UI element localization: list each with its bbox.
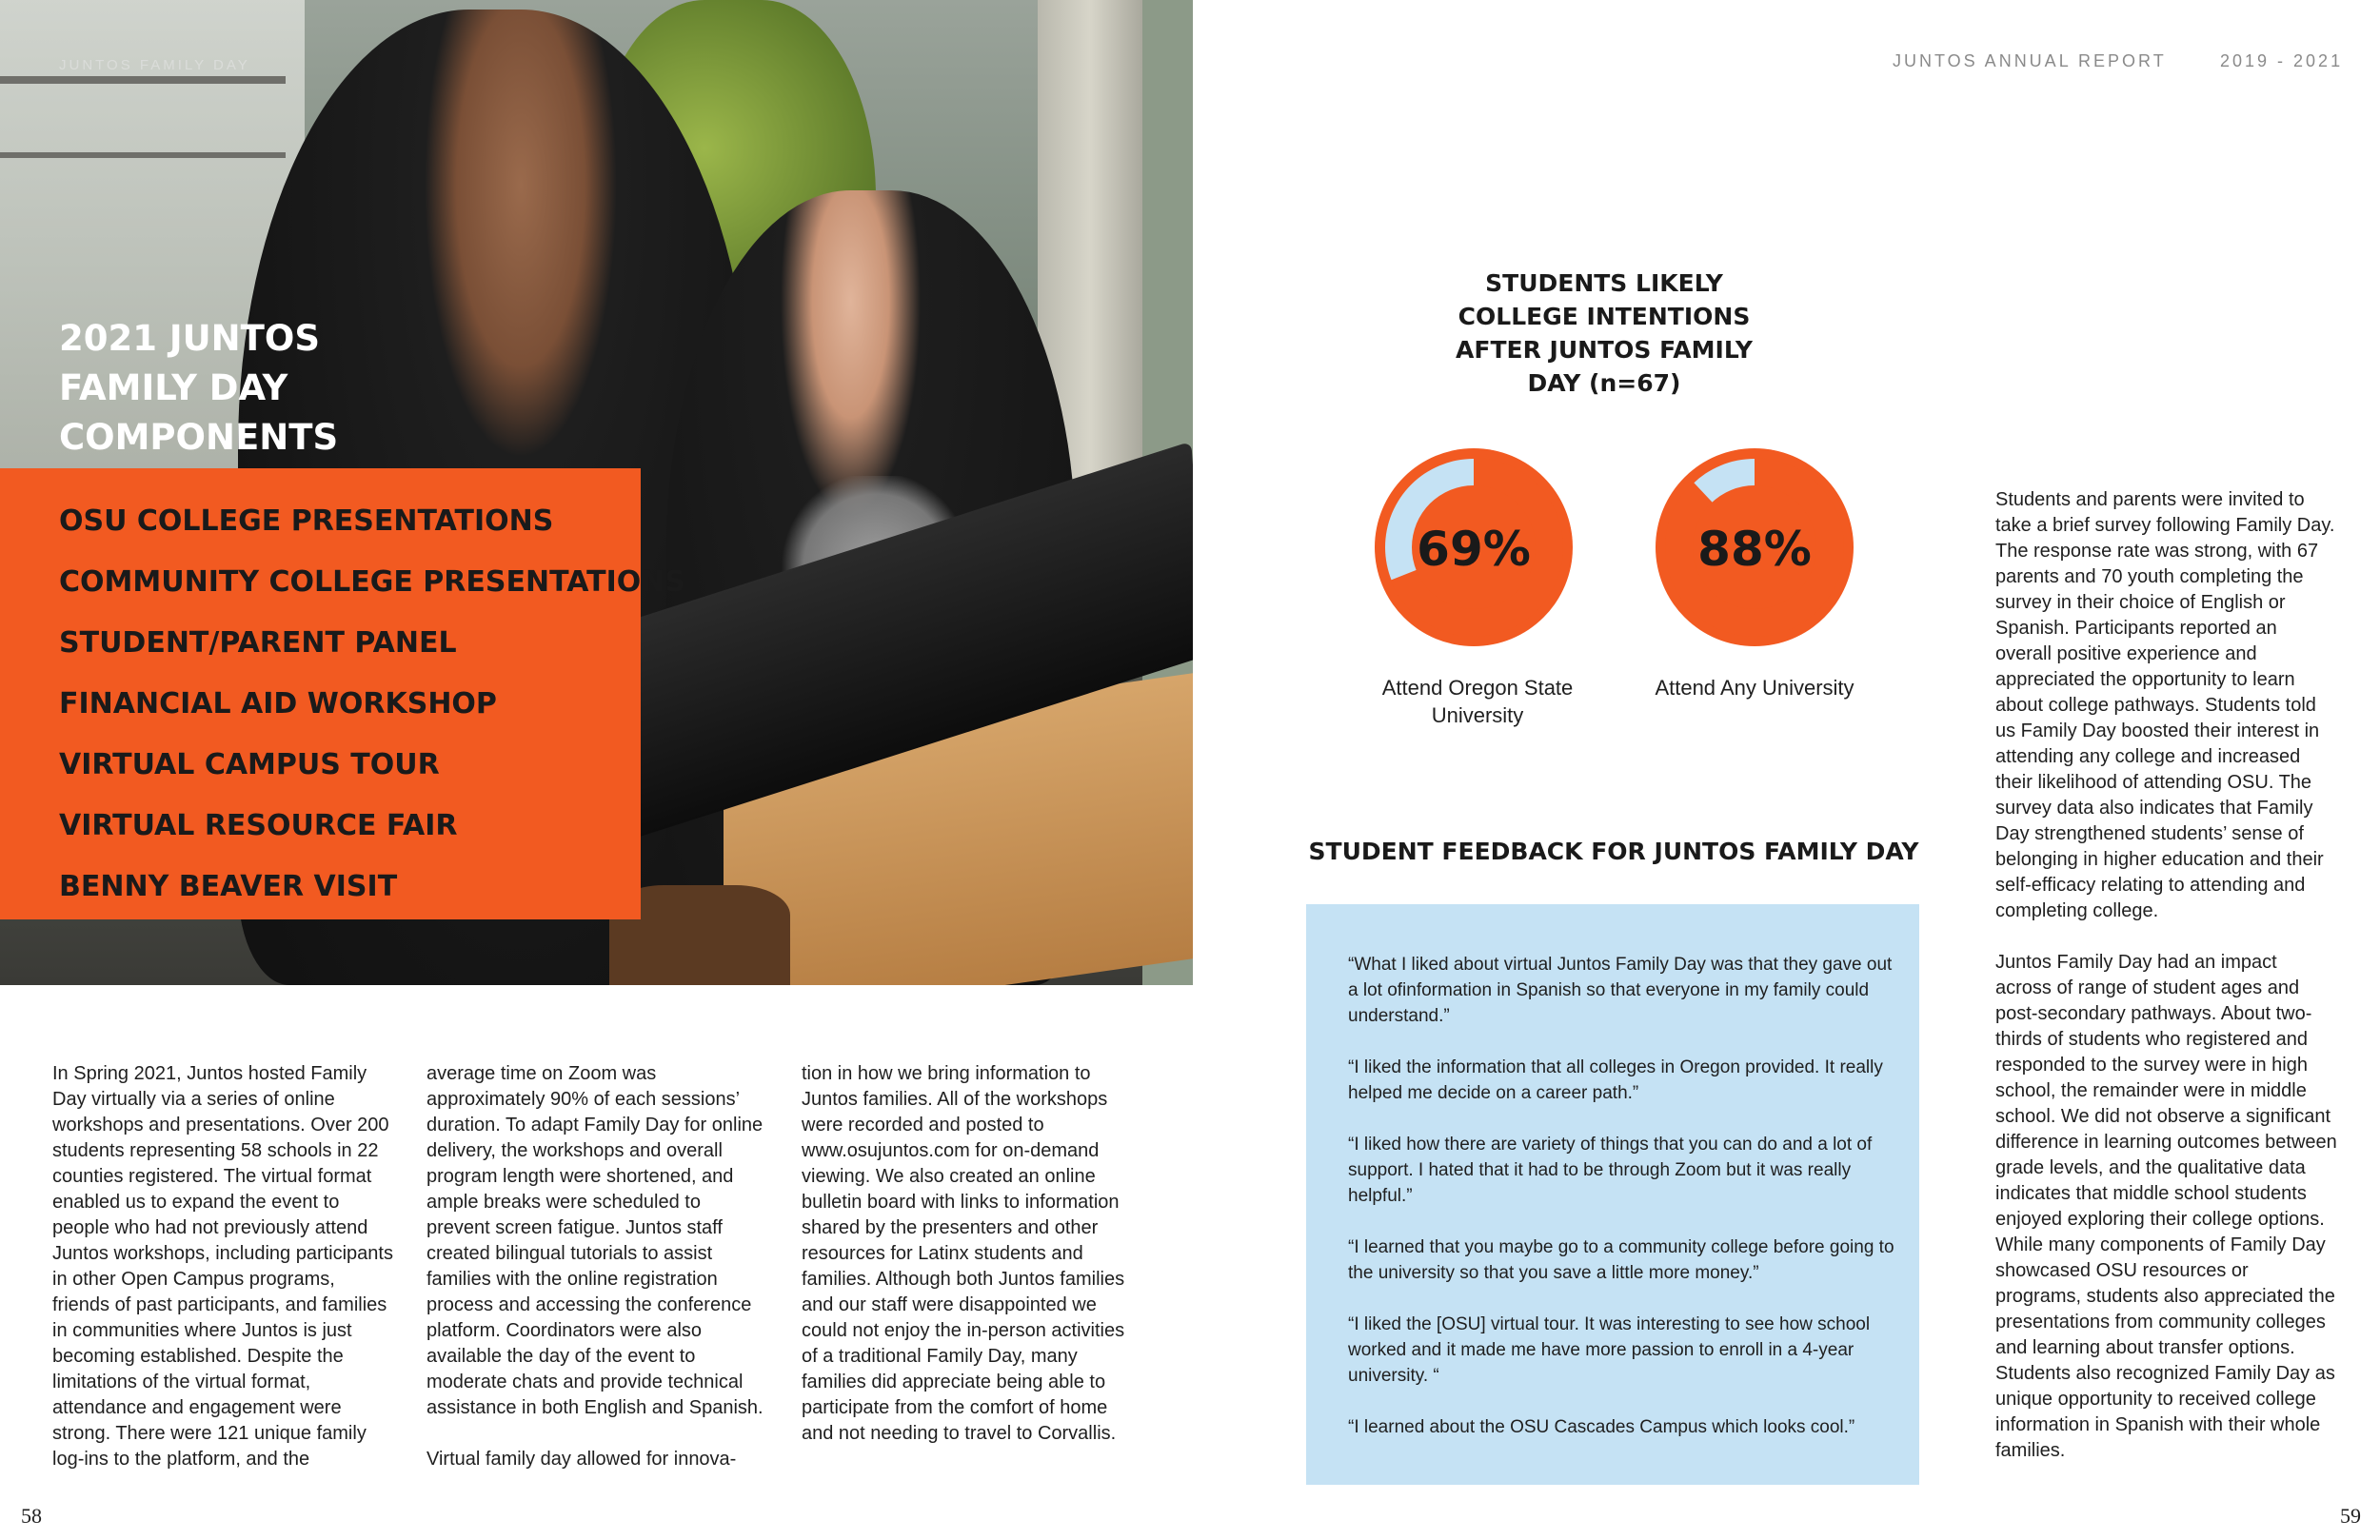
components-list: [59, 491, 685, 918]
body-paragraph: Virtual family day allowed for innova-: [426, 1449, 737, 1470]
body-paragraph: tion in how we bring information to Juntos families. All of the workshops were recorded and posted to www.osujuntos.com for on-demand viewing. We also created an online bulletin board with links to information shared by the presenters and other resources for Latinx students and families. Although both Juntos families and our staff were disappointed we could not enjoy the in-person activities of a traditional Family Day, many families did appreciate being able to participate from the comfort of home and not needing to travel to Corvallis.: [802, 1063, 1125, 1444]
component-item: VIRTUAL CAMPUS TOUR: [59, 748, 440, 781]
photo-rail-lower: [0, 152, 286, 158]
component-item: FINANCIAL AID WORKSHOP: [59, 687, 497, 721]
donut-caption-any: Attend Any University: [1655, 676, 1854, 700]
section-label: JUNTOS FAMILY DAY: [59, 57, 250, 73]
feedback-quote: “I liked the [OSU] virtual tour. It was interesting to see how school worked and it made me have more passion to enroll in a 4-year university. “: [1348, 1314, 1871, 1386]
running-header-report: JUNTOS ANNUAL REPORT: [1893, 51, 2167, 70]
body-paragraph: In Spring 2021, Juntos hosted Family Day virtually via a series of online workshops and presentations. Over 200 students representing 58 schools in 22 counties registered. The virtual format enabled us to expand the event to people who had not previously attend Juntos workshops, including participants in other Open Campus programs, friends of past participants, and families in communities where Juntos is just becoming established. Despite the limitations of the virtual format, attendance and engagement were strong. There were 121 unique family log-ins to the platform, and the: [52, 1063, 393, 1470]
body-column-3: [802, 1061, 1144, 1447]
body-column-2: [426, 1061, 769, 1472]
feedback-quote: “I learned that you maybe go to a community college before going to the university so that you save a little more money.”: [1348, 1237, 1894, 1283]
body-paragraph: average time on Zoom was approximately 90% of each sessions’ duration. To adapt Family Day for online delivery, the workshops and overall program length were shortened, and ample breaks were scheduled to prevent screen fatigue. Juntos staff created bilingual tutorials to assist families with the online registration process and accessing the conference platform. Coordinators were also available the day of the event to moderate chats and provide technical assistance in both English and Spanish.: [426, 1063, 764, 1418]
component-item: STUDENT/PARENT PANEL: [59, 626, 457, 660]
donut-chart-any: [1645, 438, 1864, 657]
donut-value-label: 88%: [1697, 522, 1812, 577]
page-number-left: 58: [21, 1504, 42, 1528]
page-title: 2021 JUNTOS FAMILY DAY COMPONENTS: [59, 318, 339, 458]
feedback-title: STUDENT FEEDBACK FOR JUNTOS FAMILY DAY: [1308, 838, 1919, 865]
body-paragraph: Juntos Family Day had an impact across of range of student ages and post-secondary pathways. About two-thirds of students who registered and responded to the survey were in high school, the remainder were in middle school. We did not observe a significant difference in learning outcomes between grade levels, and the qualitative data indicates that middle school students enjoyed exploring their college options. While many components of Family Day showcased OSU resources or programs, students also appreciated the presentations from community colleges and learning about transfer options. Students also recognized Family Day as unique opportunity to received college information in Spanish with their whole families.: [1995, 952, 2337, 1461]
donut-svg-any: [1645, 438, 1864, 657]
feedback-quotes: [1348, 952, 1895, 1466]
body-column-1: [52, 1061, 395, 1472]
component-item: VIRTUAL RESOURCE FAIR: [59, 809, 458, 842]
donut-caption-osu: Attend Oregon State University: [1381, 676, 1574, 727]
feedback-quote: “What I liked about virtual Juntos Family Day was that they gave out a lot ofinformation in Spanish so that everyone in my family could understand.”: [1348, 955, 1893, 1026]
donut-chart-osu: [1364, 438, 1583, 657]
feedback-quote: “I liked how there are variety of things that you can do and a lot of support. I hated that it had to be through Zoom but it was really helpful.”: [1348, 1135, 1873, 1206]
donut-value-label: 69%: [1417, 522, 1531, 577]
component-item: BENNY BEAVER VISIT: [59, 870, 398, 903]
chart-title: STUDENTS LIKELY COLLEGE INTENTIONS AFTER JUNTOS FAMILY DAY (n=67): [1456, 269, 1753, 397]
feedback-quote: “I liked the information that all colleges in Oregon provided. It really helped me decide on a career path.”: [1348, 1057, 1883, 1103]
photo-rail: [0, 76, 286, 84]
component-item: COMMUNITY COLLEGE PRESENTATIONS: [59, 565, 685, 599]
body-column-right: [1995, 487, 2338, 1464]
feedback-quote: “I learned about the OSU Cascades Campus which looks cool.”: [1348, 1417, 1855, 1437]
page-number-right: 59: [2340, 1504, 2361, 1528]
donut-svg-osu: [1364, 438, 1583, 657]
component-item: OSU COLLEGE PRESENTATIONS: [59, 504, 554, 538]
body-paragraph: Students and parents were invited to take a brief survey following Family Day. The response rate was strong, with 67 parents and 70 youth completing the survey in their choice of English or Spanish. Participants reported an overall positive experience and appreciated the opportunity to learn about college pathways. Students told us Family Day boosted their interest in attending any college and increased their likelihood of attending OSU. The survey data also indicates that Family Day strengthened students’ sense of belonging in higher education and their self-efficacy relating to attending and completing college.: [1995, 489, 2335, 921]
running-header-years: 2019 - 2021: [2220, 51, 2344, 70]
